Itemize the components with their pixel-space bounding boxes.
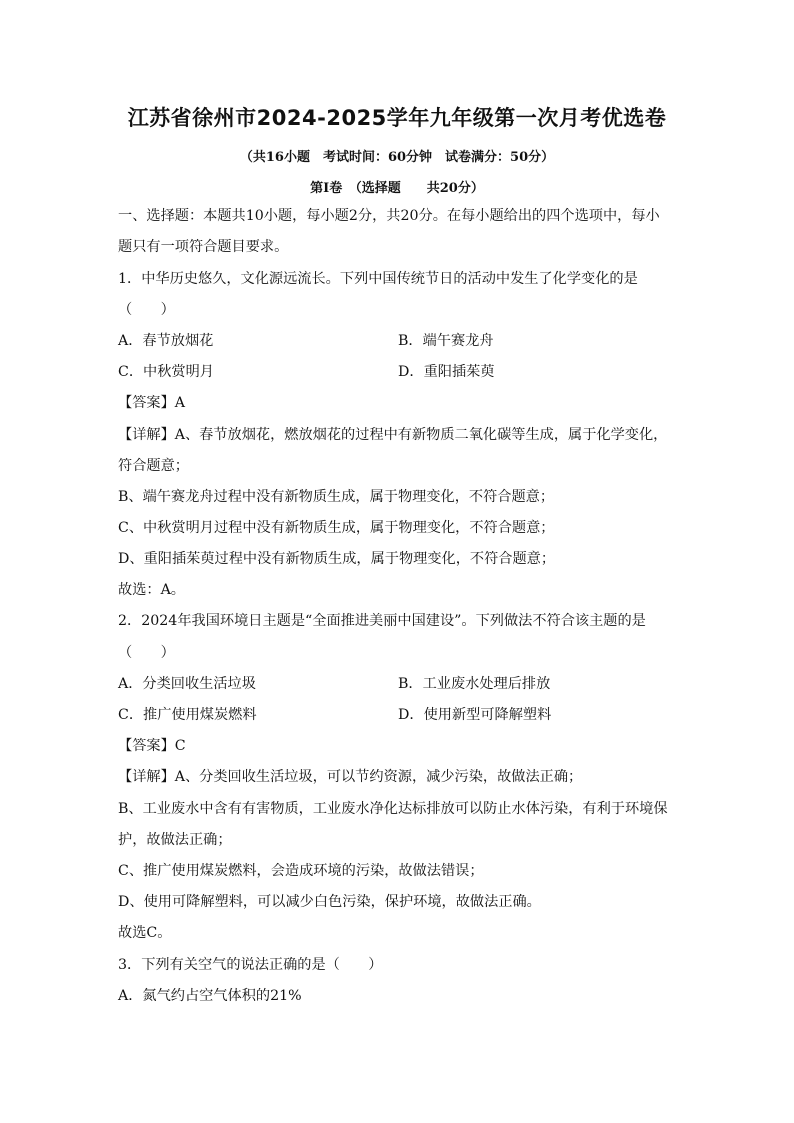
question-3-stem: 3．下列有关空气的说法正确的是（ ）: [118, 957, 383, 973]
q1-conclusion: 故选：A。: [118, 582, 185, 598]
q1-option-d: D．重阳插茱萸: [398, 364, 495, 380]
question-1-stem: 1．中华历史悠久，文化源远流长。下列中国传统节日的活动中发生了化学变化的是: [118, 271, 638, 287]
q2-option-c: C．推广使用煤炭燃料: [118, 707, 257, 723]
question-2-stem: 2．2024年我国环境日主题是“全面推进美丽中国建设”。下列做法不符合该主题的是: [118, 613, 646, 629]
q2-option-b: B．工业废水处理后排放: [398, 676, 551, 692]
q3-option-a: A．氮气约占空气体积的21%: [118, 988, 302, 1004]
q1-option-c: C．中秋赏明月: [118, 364, 214, 380]
q1-explanation: 【详解】A、春节放烟花，燃放烟花的过程中有新物质二氧化碳等生成，属于化学变化，: [118, 427, 668, 443]
q2-conclusion: 故选C。: [118, 925, 172, 941]
q1-explanation: D、重阳插茱萸过程中没有新物质生成，属于物理变化，不符合题意；: [118, 551, 556, 567]
q1-explanation: B、端午赛龙舟过程中没有新物质生成，属于物理变化，不符合题意；: [118, 489, 555, 505]
question-2-bracket: （ ）: [118, 645, 175, 661]
q2-explanation: D、使用可降解塑料，可以减少白色污染，保护环境，故做法正确。: [118, 894, 541, 910]
exam-info: （共16小题 考试时间：60分钟 试卷满分：50分）: [239, 150, 555, 165]
q2-explanation: B、工业废水中含有有害物质，工业废水净化达标排放可以防止水体污染，有利于环境保: [118, 801, 668, 817]
q1-answer: 【答案】A: [118, 395, 185, 411]
q1-option-b: B．端午赛龙舟: [398, 333, 494, 349]
section-heading: 第Ⅰ卷 （选择题 共20分）: [310, 181, 484, 196]
q1-option-a: A．春节放烟花: [118, 333, 214, 349]
q2-option-d: D．使用新型可降解塑料: [398, 707, 552, 723]
question-1-bracket: （ ）: [118, 302, 175, 318]
q2-explanation: C、推广使用煤炭燃料，会造成环境的污染，故做法错误；: [118, 863, 484, 879]
q1-explanation: C、中秋赏明月过程中没有新物质生成，属于物理变化，不符合题意；: [118, 520, 555, 536]
page-title: 江苏省徐州市2024-2025学年九年级第一次月考优选卷: [127, 106, 667, 130]
q2-explanation: 【详解】A、分类回收生活垃圾，可以节约资源，减少污染，故做法正确；: [118, 769, 583, 785]
q1-explanation: 符合题意；: [118, 458, 189, 474]
instructions-line: 一、选择题：本题共10小题，每小题2分，共20分。在每小题给出的四个选项中，每小: [118, 208, 660, 224]
instructions-line: 题只有一项符合题目要求。: [118, 239, 289, 255]
q2-option-a: A．分类回收生活垃圾: [118, 676, 256, 692]
q2-answer: 【答案】C: [118, 738, 186, 754]
q2-explanation: 护，故做法正确；: [118, 832, 232, 848]
